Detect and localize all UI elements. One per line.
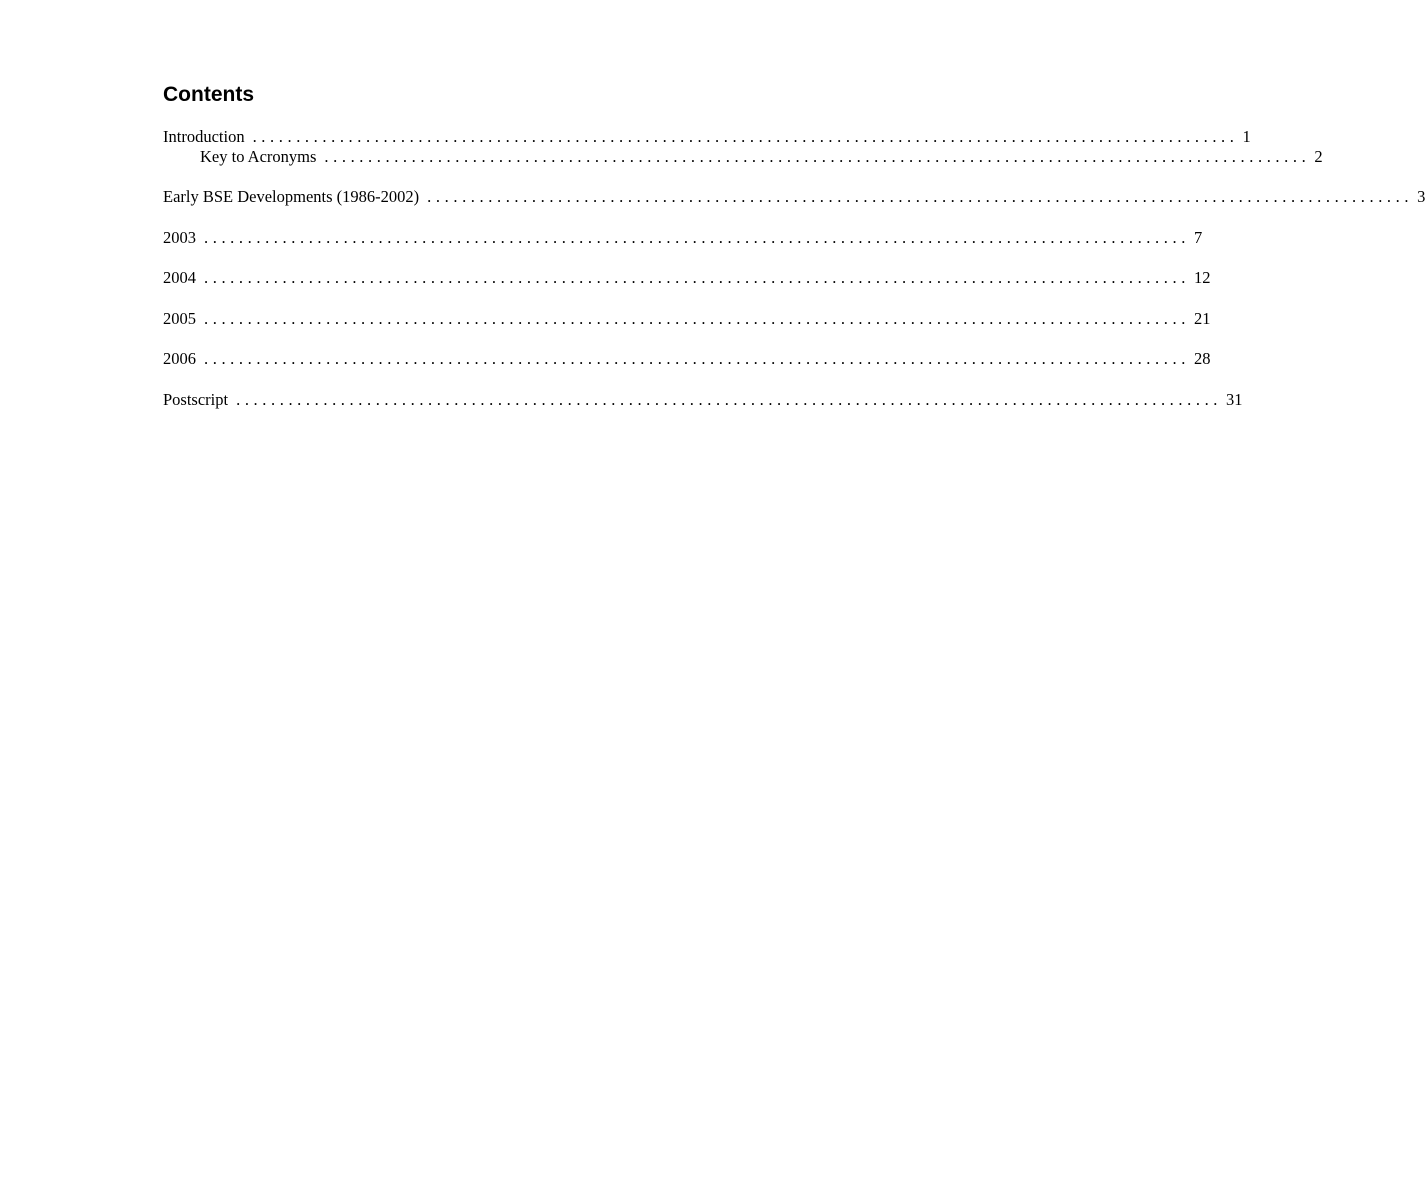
toc-entry-early-bse-developments[interactable] <box>163 186 1425 208</box>
toc-entry-2003[interactable] <box>163 227 1203 249</box>
toc-entry-label: 2003 <box>163 228 196 247</box>
toc-entry-2005[interactable] <box>163 308 1211 330</box>
toc-entry-label: Early BSE Developments (1986-2002) <box>163 187 420 206</box>
toc-entry-2004[interactable] <box>163 267 1211 289</box>
toc-entry-label: 2005 <box>163 309 196 328</box>
toc-dot-leader: ................................................................................................................. <box>427 187 1414 206</box>
toc-entry-label: Postscript <box>163 390 229 409</box>
toc-entry-page: 3 <box>1417 187 1425 206</box>
toc-dot-leader: ................................................................................................................. <box>204 228 1190 247</box>
toc-entry-label: 2004 <box>163 268 196 287</box>
toc-dot-leader: ................................................................................................................. <box>204 349 1190 368</box>
contents-heading: Contents <box>163 83 254 106</box>
toc-entry-page: 1 <box>1242 127 1251 146</box>
toc-dot-leader: ................................................................................................................. <box>204 268 1190 287</box>
toc-dot-leader: ................................................................................................................. <box>252 127 1239 146</box>
toc-entry-page: 7 <box>1193 228 1203 247</box>
toc-entry-page: 12 <box>1193 268 1211 287</box>
toc-entry-key-to-acronyms[interactable] <box>163 146 1323 168</box>
toc-entry-label: 2006 <box>163 349 196 368</box>
toc-entry-page: 28 <box>1193 349 1211 368</box>
toc-entry-label: Key to Acronyms <box>200 147 317 166</box>
toc-entry-2006[interactable] <box>163 348 1211 370</box>
toc-entry-postscript[interactable] <box>163 389 1243 411</box>
toc-entry-page: 31 <box>1226 390 1243 409</box>
toc-entry-label: Introduction <box>163 127 245 146</box>
toc-dot-leader: ................................................................................................................. <box>204 309 1190 328</box>
toc-entry-page: 2 <box>1314 147 1323 166</box>
toc-dot-leader: ................................................................................................................. <box>236 390 1223 409</box>
toc-entry-page: 21 <box>1193 309 1211 328</box>
toc-dot-leader: ................................................................................................................. <box>324 147 1311 166</box>
toc-entry-introduction[interactable] <box>163 126 1251 148</box>
